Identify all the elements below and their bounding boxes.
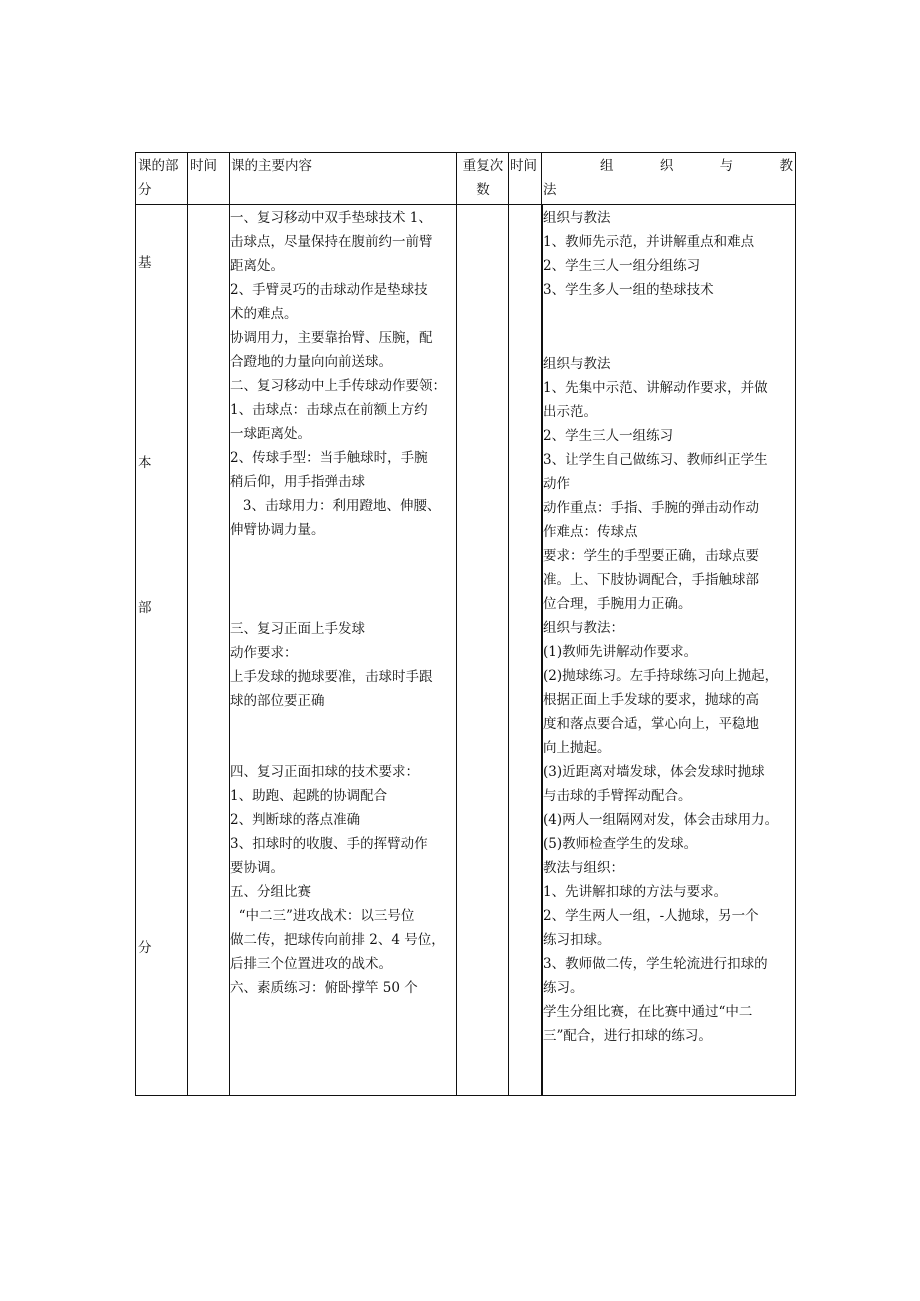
lesson-table (135, 152, 796, 1096)
header-time: 时间 (190, 158, 217, 174)
content-block-2: 三、复习正面上手发球 动作要求： 上手发球的抛球要准，击球时手跟 球的部位要正确 (230, 621, 433, 709)
header-time-2: 时间 (510, 158, 537, 174)
content-block-1: 一、复习移动中双手垫球技术 1、 击球点，尽量保持在腹前约一前臂 距离处。 2、手臂灵巧的击球动作是垫球技 术的难点。 协调用力，主要靠抬臂、压腕，配 合蹬地的力量向向前送球。 二、复习移动中上手传球动作要领： 1、击球点：击球点在前额上方约 一球距离处。 2、传球手型：当手触球时，手腕 稍后仰，用手指弹击球 3、击球用力：利用蹬地、伸腰、 伸臂协调力量。 (230, 210, 446, 538)
method-block-1: 组织与教法 1、教师先示范，并讲解重点和难点 2、学生三人一组分组练习 3、学生多人一组的垫球技术 (543, 210, 755, 298)
content-block-3: 四、复习正面扣球的技术要求： 1、助跑、起跳的协调配合 2、判断球的落点准确 3、扣球时的收腹、手的挥臂动作 要协调。 五、分组比赛 “中二三”进攻战术：以三号位 做二传，把球传向前排 2、4 号位， 后排三个位置进攻的战术。 六、素质练习：俯卧撑竿 50 个 (230, 764, 445, 996)
column-divider (508, 153, 509, 1095)
section-char: 分 (138, 940, 152, 956)
section-char: 部 (138, 600, 152, 616)
column-divider (187, 153, 188, 1095)
section-char: 本 (138, 455, 152, 471)
header-method: 组 织 与 教 法 (543, 158, 793, 198)
header-section: 课的部 分 (138, 158, 179, 198)
method-block-2: 组织与教法 1、先集中示范、讲解动作要求，并做 出示范。 2、学生三人一组练习 3、让学生自己做练习、教师纠正学生 动作 动作重点：手指、手腕的弹击动作动 作难点：传球点 要求：学生的手型要正确，击球点要 准。上、下肢协调配合，手指触球部 位合理，手腕用力正确。 组织与教法： (1)教师先讲解动作要求。 (2)抛球练习。左手持球练习向上抛起， 根据正面上手发球的要求，抛球的高 度和落点要合适，掌心向上，平稳地 向上抛起。 (3)近距离对墙发球，体会发球时抛球 与击球的手臂挥动配合。 (4)两人一组隔网对发，体会击球用力。 (5)教师检查学生的发球。 教法与组织： 1、先讲解扣球的方法与要求。 2、学生两人一组，-人抛球，另一个 练习扣球。 3、教师做二传，学生轮流进行扣球的 练习。 学生分组比赛，在比赛中通过“中二 三”配合，进行扣球的练习。 (543, 356, 779, 1044)
section-char: 基 (138, 255, 152, 271)
header-repeat-count: 重复次 数 (462, 158, 504, 198)
header-divider (136, 204, 795, 205)
header-main-content: 课的主要内容 (231, 158, 312, 174)
